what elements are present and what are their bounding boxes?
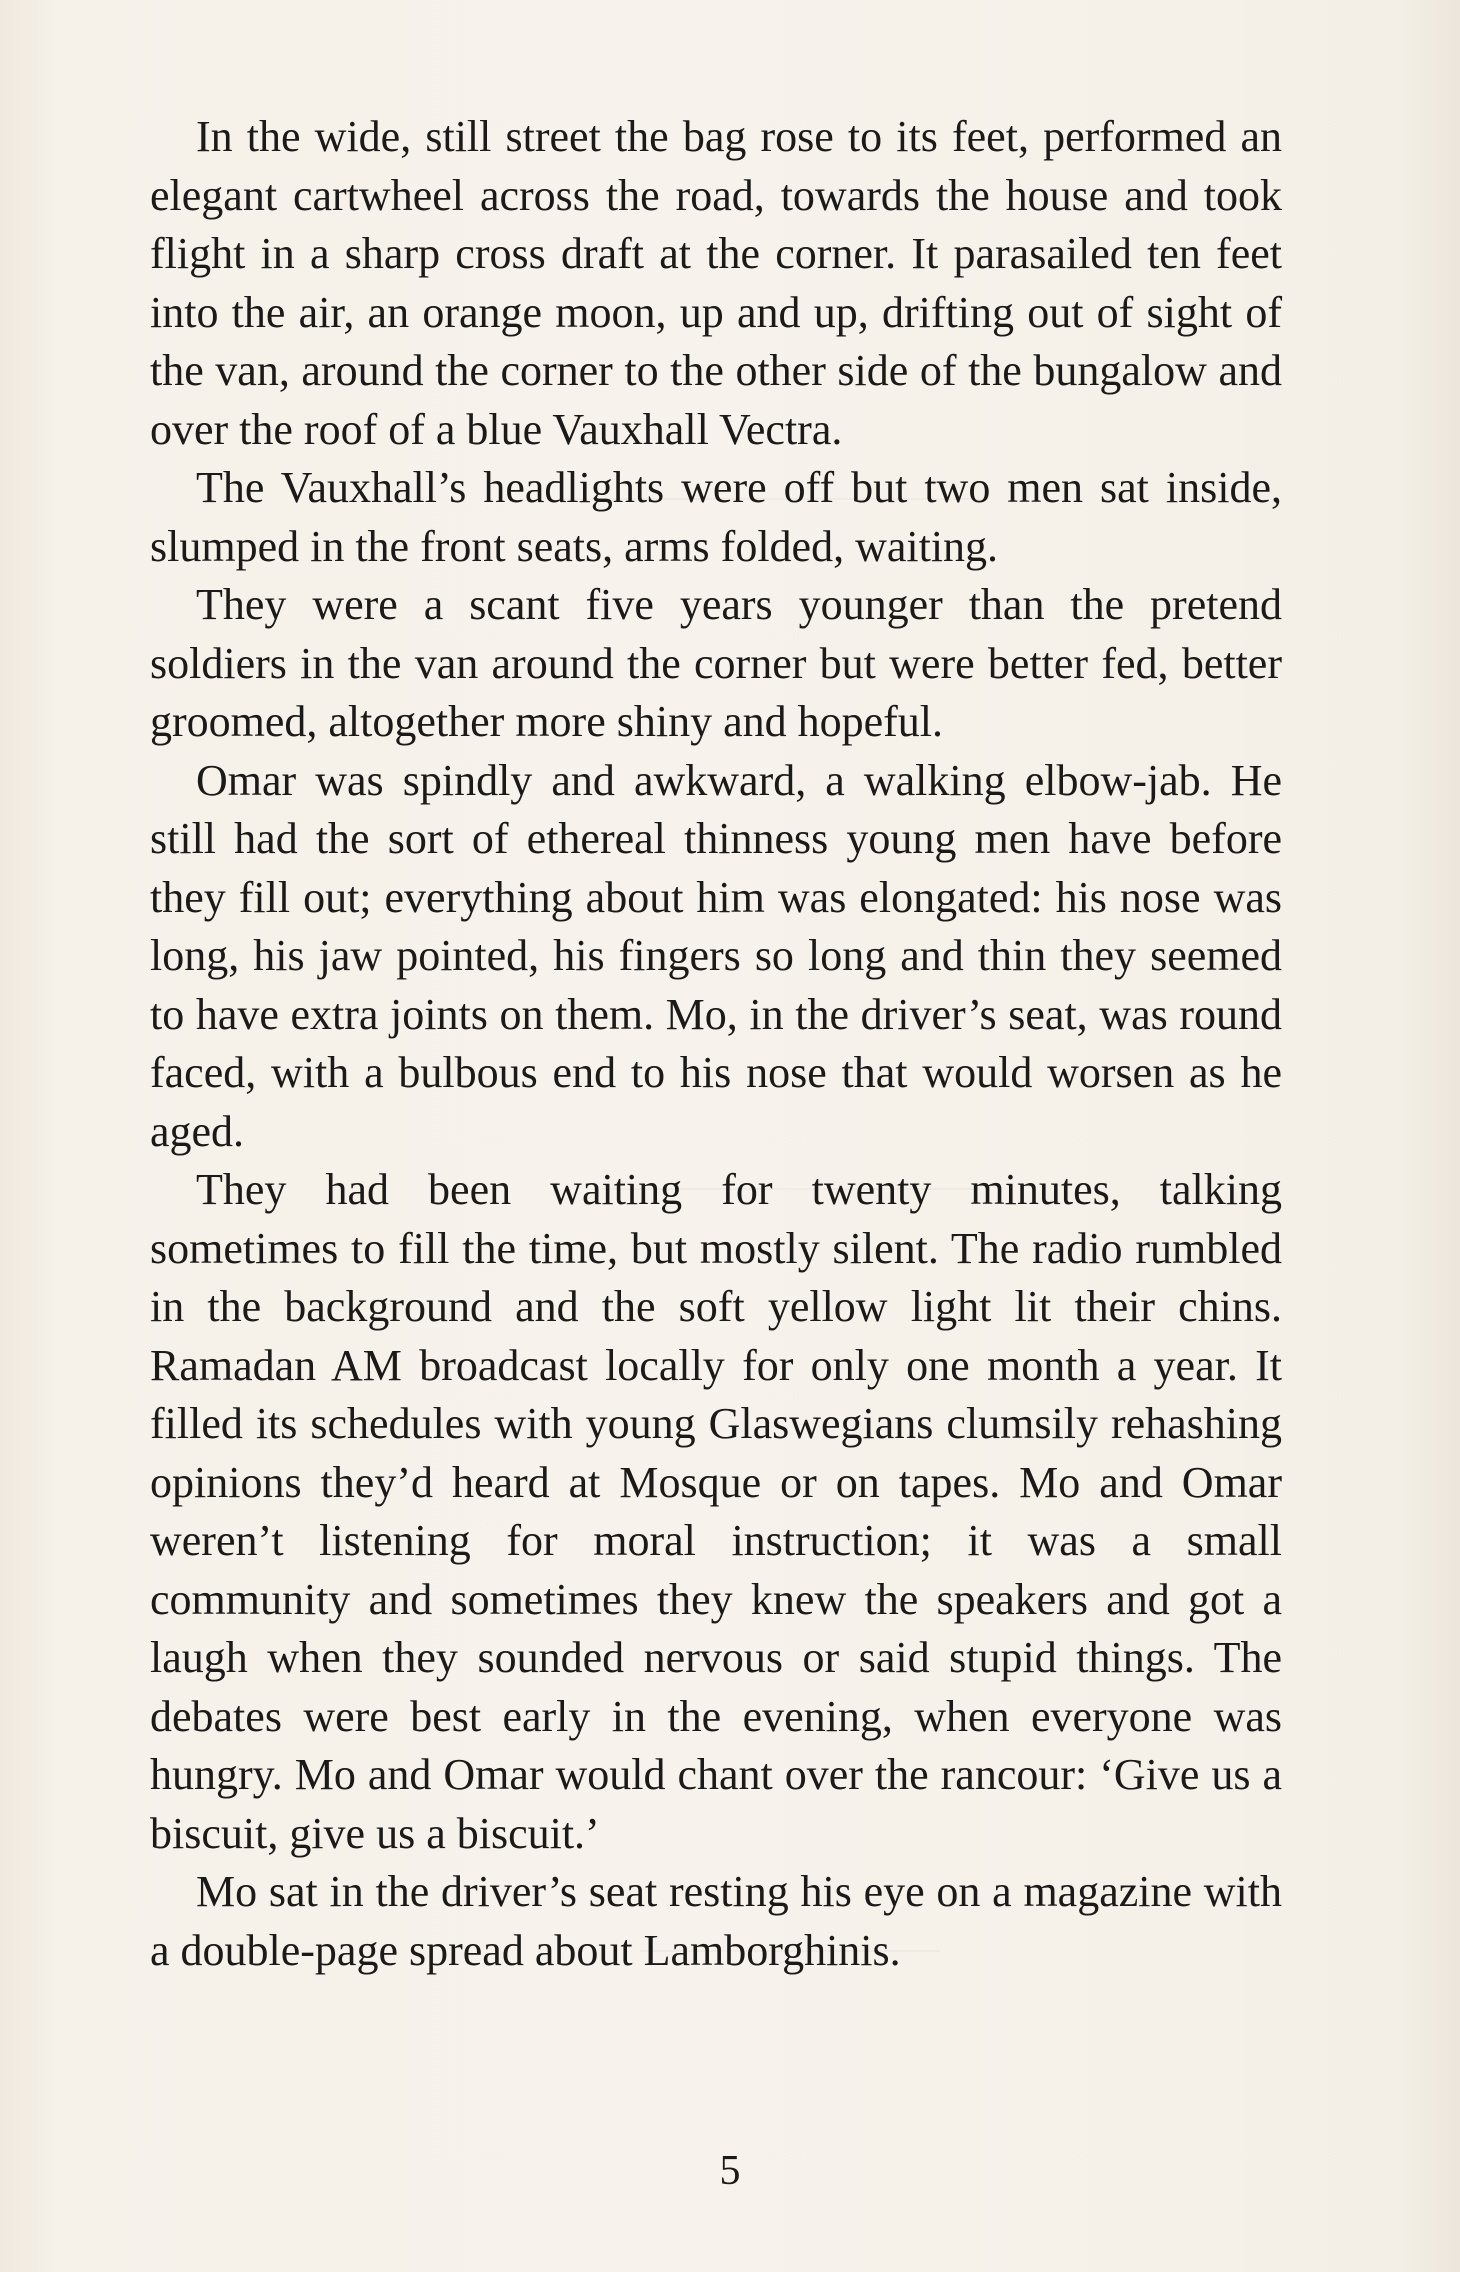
body-text: [150, 108, 1282, 1980]
paragraph: They were a scant five years younger than the pretend soldiers in the van around the corner but were better fed, better groomed, altogether more shiny and hopeful.: [150, 580, 1282, 746]
paragraph: In the wide, still street the bag rose to its feet, performed an elegant cartwheel across the road, towards the house and took flight in a sharp cross draft at the corner. It parasailed ten feet into the air, an orange moon, up and up, drifting out of sight of the van, around the corner to the other side of the bungalow and over the roof of a blue Vauxhall Vectra.: [150, 112, 1282, 454]
paragraph: Mo sat in the driver’s seat resting his eye on a magazine with a double-page spread about Lamborghinis.: [150, 1867, 1282, 1975]
paragraph: Omar was spindly and awkward, a walking elbow-jab. He still had the sort of ethereal thinness young men have before they fill out; everything about him was elongated: his nose was long, his jaw pointed, his fingers so long and thin they seemed to have extra joints on them. Mo, in the driver’s seat, was round faced, with a bulbous end to his nose that would worsen as he aged.: [150, 755, 1282, 1156]
paragraph: They had been waiting for twenty minutes, talking sometimes to fill the time, but mostly silent. The radio rumbled in the background and the soft yellow light lit their chins. Ramadan AM broadcast locally for only one month a year. It filled its schedules with young Glaswegians clumsily rehashing opinions they’d heard at Mosque or on tapes. Mo and Omar weren’t listening for moral instruction; it was a small community and sometimes they knew the speakers and got a laugh when they sounded nervous or said stupid things. The debates were best early in the evening, when everyone was hungry. Mo and Omar would chant over the rancour: ‘Give us a biscuit, give us a biscuit.’: [150, 1165, 1282, 1858]
page-number: 5: [719, 2148, 741, 2194]
paragraph: The Vauxhall’s headlights were off but two men sat inside, slumped in the front seats, arms folded, waiting.: [150, 463, 1282, 571]
